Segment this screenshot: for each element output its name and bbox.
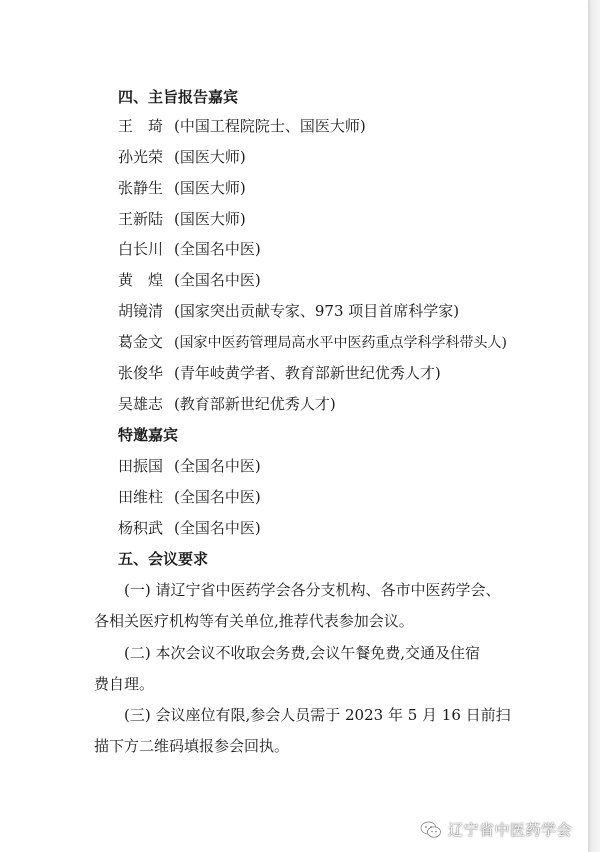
guest-note: (青年岐黄学者、教育部新世纪优秀人才) (174, 364, 441, 382)
guest-note: (全国名中医) (174, 488, 261, 506)
requirement-2-line-1 (94, 643, 480, 663)
guest-line (118, 239, 261, 259)
guest-name: 吴雄志 (118, 395, 164, 413)
guest-note: (中国工程院院士、国医大师) (174, 117, 366, 135)
requirement-3-line-2: 描下方二维码填报参会回执。 (94, 737, 290, 755)
guest-name: 胡镜清 (118, 302, 164, 320)
guest-name: 孙光荣 (118, 148, 164, 166)
section-4-title: 四、主旨报告嘉宾 (118, 88, 239, 106)
guest-name: 葛金文 (118, 333, 164, 351)
guest-line (118, 394, 336, 414)
special-guests-title: 特邀嘉宾 (118, 426, 179, 444)
requirement-2-line-2: 费自理。 (94, 675, 155, 693)
guest-line (118, 178, 246, 198)
guest-note: (国医大师) (174, 179, 246, 197)
guest-note: (全国名中医) (174, 271, 261, 289)
guest-name: 田振国 (118, 457, 164, 475)
requirement-text: (一) 请辽宁省中医药学会各分支机构、各市中医药学会、 (124, 581, 501, 599)
special-guest-line (118, 518, 261, 538)
guest-name: 张俊华 (118, 364, 164, 382)
guest-line (118, 363, 441, 383)
guest-note: (国家中医药管理局高水平中医药重点学科学科带头人) (174, 335, 507, 351)
guest-note: (教育部新世纪优秀人才) (174, 395, 336, 413)
guest-name: 杨积武 (118, 519, 164, 537)
guest-note: (全国名中医) (174, 457, 261, 475)
page-edge-shadow (588, 0, 600, 852)
wechat-watermark (420, 819, 572, 840)
section-5-title: 五、会议要求 (118, 550, 209, 568)
requirement-1-line-2: 各相关医疗机构等有关单位,推荐代表参加会议。 (94, 612, 414, 630)
special-guest-line (118, 487, 261, 507)
guest-line (118, 116, 366, 136)
guest-line (118, 147, 246, 167)
watermark-text: 辽宁省中医药学会 (447, 821, 572, 839)
guest-line (118, 332, 507, 353)
requirement-3-line-1 (94, 705, 511, 725)
guest-line (118, 209, 246, 229)
special-guest-line (118, 456, 261, 476)
wechat-icon (420, 821, 442, 839)
guest-note: (全国名中医) (174, 240, 261, 258)
requirement-text: (二) 本次会议不收取会务费,会议午餐免费,交通及住宿 (124, 644, 481, 662)
guest-name: 白长川 (118, 240, 164, 258)
guest-name: 张静生 (118, 179, 164, 197)
guest-note: (全国名中医) (174, 519, 261, 537)
guest-line (118, 301, 459, 321)
guest-name: 王新陆 (118, 210, 164, 228)
guest-name: 王 琦 (118, 117, 164, 135)
requirement-text: (三) 会议座位有限,参会人员需于 2023 年 5 月 16 日前扫 (124, 706, 511, 724)
guest-note: (国医大师) (174, 148, 246, 166)
guest-name: 田维柱 (118, 488, 164, 506)
guest-name: 黄 煌 (118, 271, 164, 289)
guest-note: (国家突出贡献专家、973 项目首席科学家) (174, 302, 460, 320)
requirement-1-line-1 (94, 580, 500, 600)
guest-note: (国医大师) (174, 210, 246, 228)
guest-line (118, 270, 261, 290)
